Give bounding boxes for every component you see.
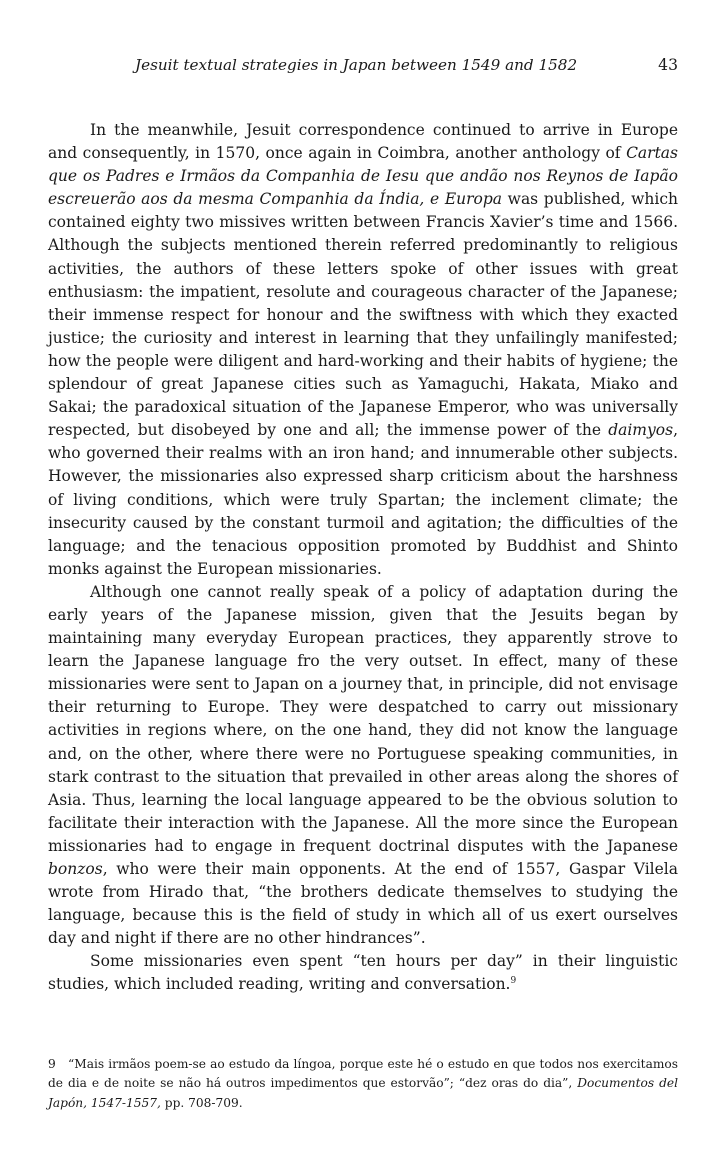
paragraph-text: In the meanwhile, Jesuit correspondence continued to arrive in Europe and consequently, in 1570, once again in Coimbra, another anthology of: [48, 121, 678, 163]
running-title: Jesuit textual strategies in Japan between 1549 and 1582: [135, 56, 578, 74]
italic-term: bonzos: [48, 860, 103, 878]
footnote: [48, 1055, 678, 1113]
footnote-reference[interactable]: 9: [510, 976, 517, 987]
paragraph-text: , who governed their realms with an iron hand; and innumerable other subjects. However, the missionaries also expressed sharp criticism about the harshness of living conditions, which were truly Spartan; the inclement climate; the insecurity caused by the constant turmoil and agitation; the difficulties of the language; and the tenacious opposition promoted by Buddhist and Shinto monks against the European missionaries.: [48, 421, 678, 578]
running-header: [48, 56, 678, 78]
footnote-number: 9: [48, 1057, 56, 1071]
paragraph-text: , who were their main opponents. At the end of 1557, Gaspar Vilela wrote from Hirado that, “the brothers dedicate themselves to studying the language, because this is the field of study in which all of us exert ourselves day and night if there are no other hindrances”.: [48, 860, 678, 948]
paragraph-text: was published, which contained eighty two missives written between Francis Xavier’s time and 1566. Although the subjects mentioned therein referred predominantly to religious activities, the authors of these letters spoke of other issues with great enthusiasm: the impatient, resolute and courageous character of the Japanese; their immense respect for honour and the swiftness with which they exacted justice; the curiosity and interest in learning that they unfailingly manifested; how the people were diligent and hard-working and their habits of hygiene; the splendour of great Japanese cities such as Yamaguchi, Hakata, Miako and Sakai; the paradoxical situation of the Japanese Emperor, who was universally respected, but disobeyed by one and all; the immense power of the: [48, 190, 678, 440]
main-text: [48, 119, 678, 997]
footnote-quote: “Mais irmãos poem-se ao estudo da língoa, porque este hé o estudo en que todos nos exercitamos de dia e de noite se não há outros impedimentos que estorvão”; “dez oras do dia”,: [48, 1057, 678, 1091]
paragraph: [48, 581, 678, 951]
paragraph: [48, 119, 678, 581]
paragraph-text: Some missionaries even spent “ten hours per day” in their linguistic studies, which included reading, writing and conversation.: [48, 952, 678, 994]
page-number: 43: [658, 56, 678, 74]
footnote-source-title: Documentos del Japón, 1547-1557,: [48, 1076, 678, 1110]
footnote-text: [48, 1055, 678, 1113]
paragraph-text: Although one cannot really speak of a policy of adaptation during the early years of the Japanese mission, given that the Jesuits began by maintaining many everyday European practices, they apparently strove to learn the Japanese language fro the very outset. In effect, many of these missionaries were sent to Japan on a journey that, in principle, did not envisage their returning to Europe. They were despatched to carry out missionary activities in regions where, on the one hand, they did not know the language and, on the other, where there were no Portuguese speaking communities, in stark contrast to the situation that prevailed in other areas along the shores of Asia. Thus, learning the local language appeared to be the obvious solution to facilitate their interaction with the Japanese. All the more since the European missionaries had to engage in frequent doctrinal disputes with the Japanese: [48, 582, 678, 855]
paragraph: [48, 950, 678, 996]
italic-term: daimyos: [608, 421, 674, 440]
footnote-pages: pp. 708-709.: [160, 1095, 243, 1110]
book-title: Cartas que os Padres e Irmãos da Companhia de Iesu que andão nos Reynos de Iapão escreuerão aos da mesma Companhia da Índia, e Europa: [48, 144, 678, 209]
